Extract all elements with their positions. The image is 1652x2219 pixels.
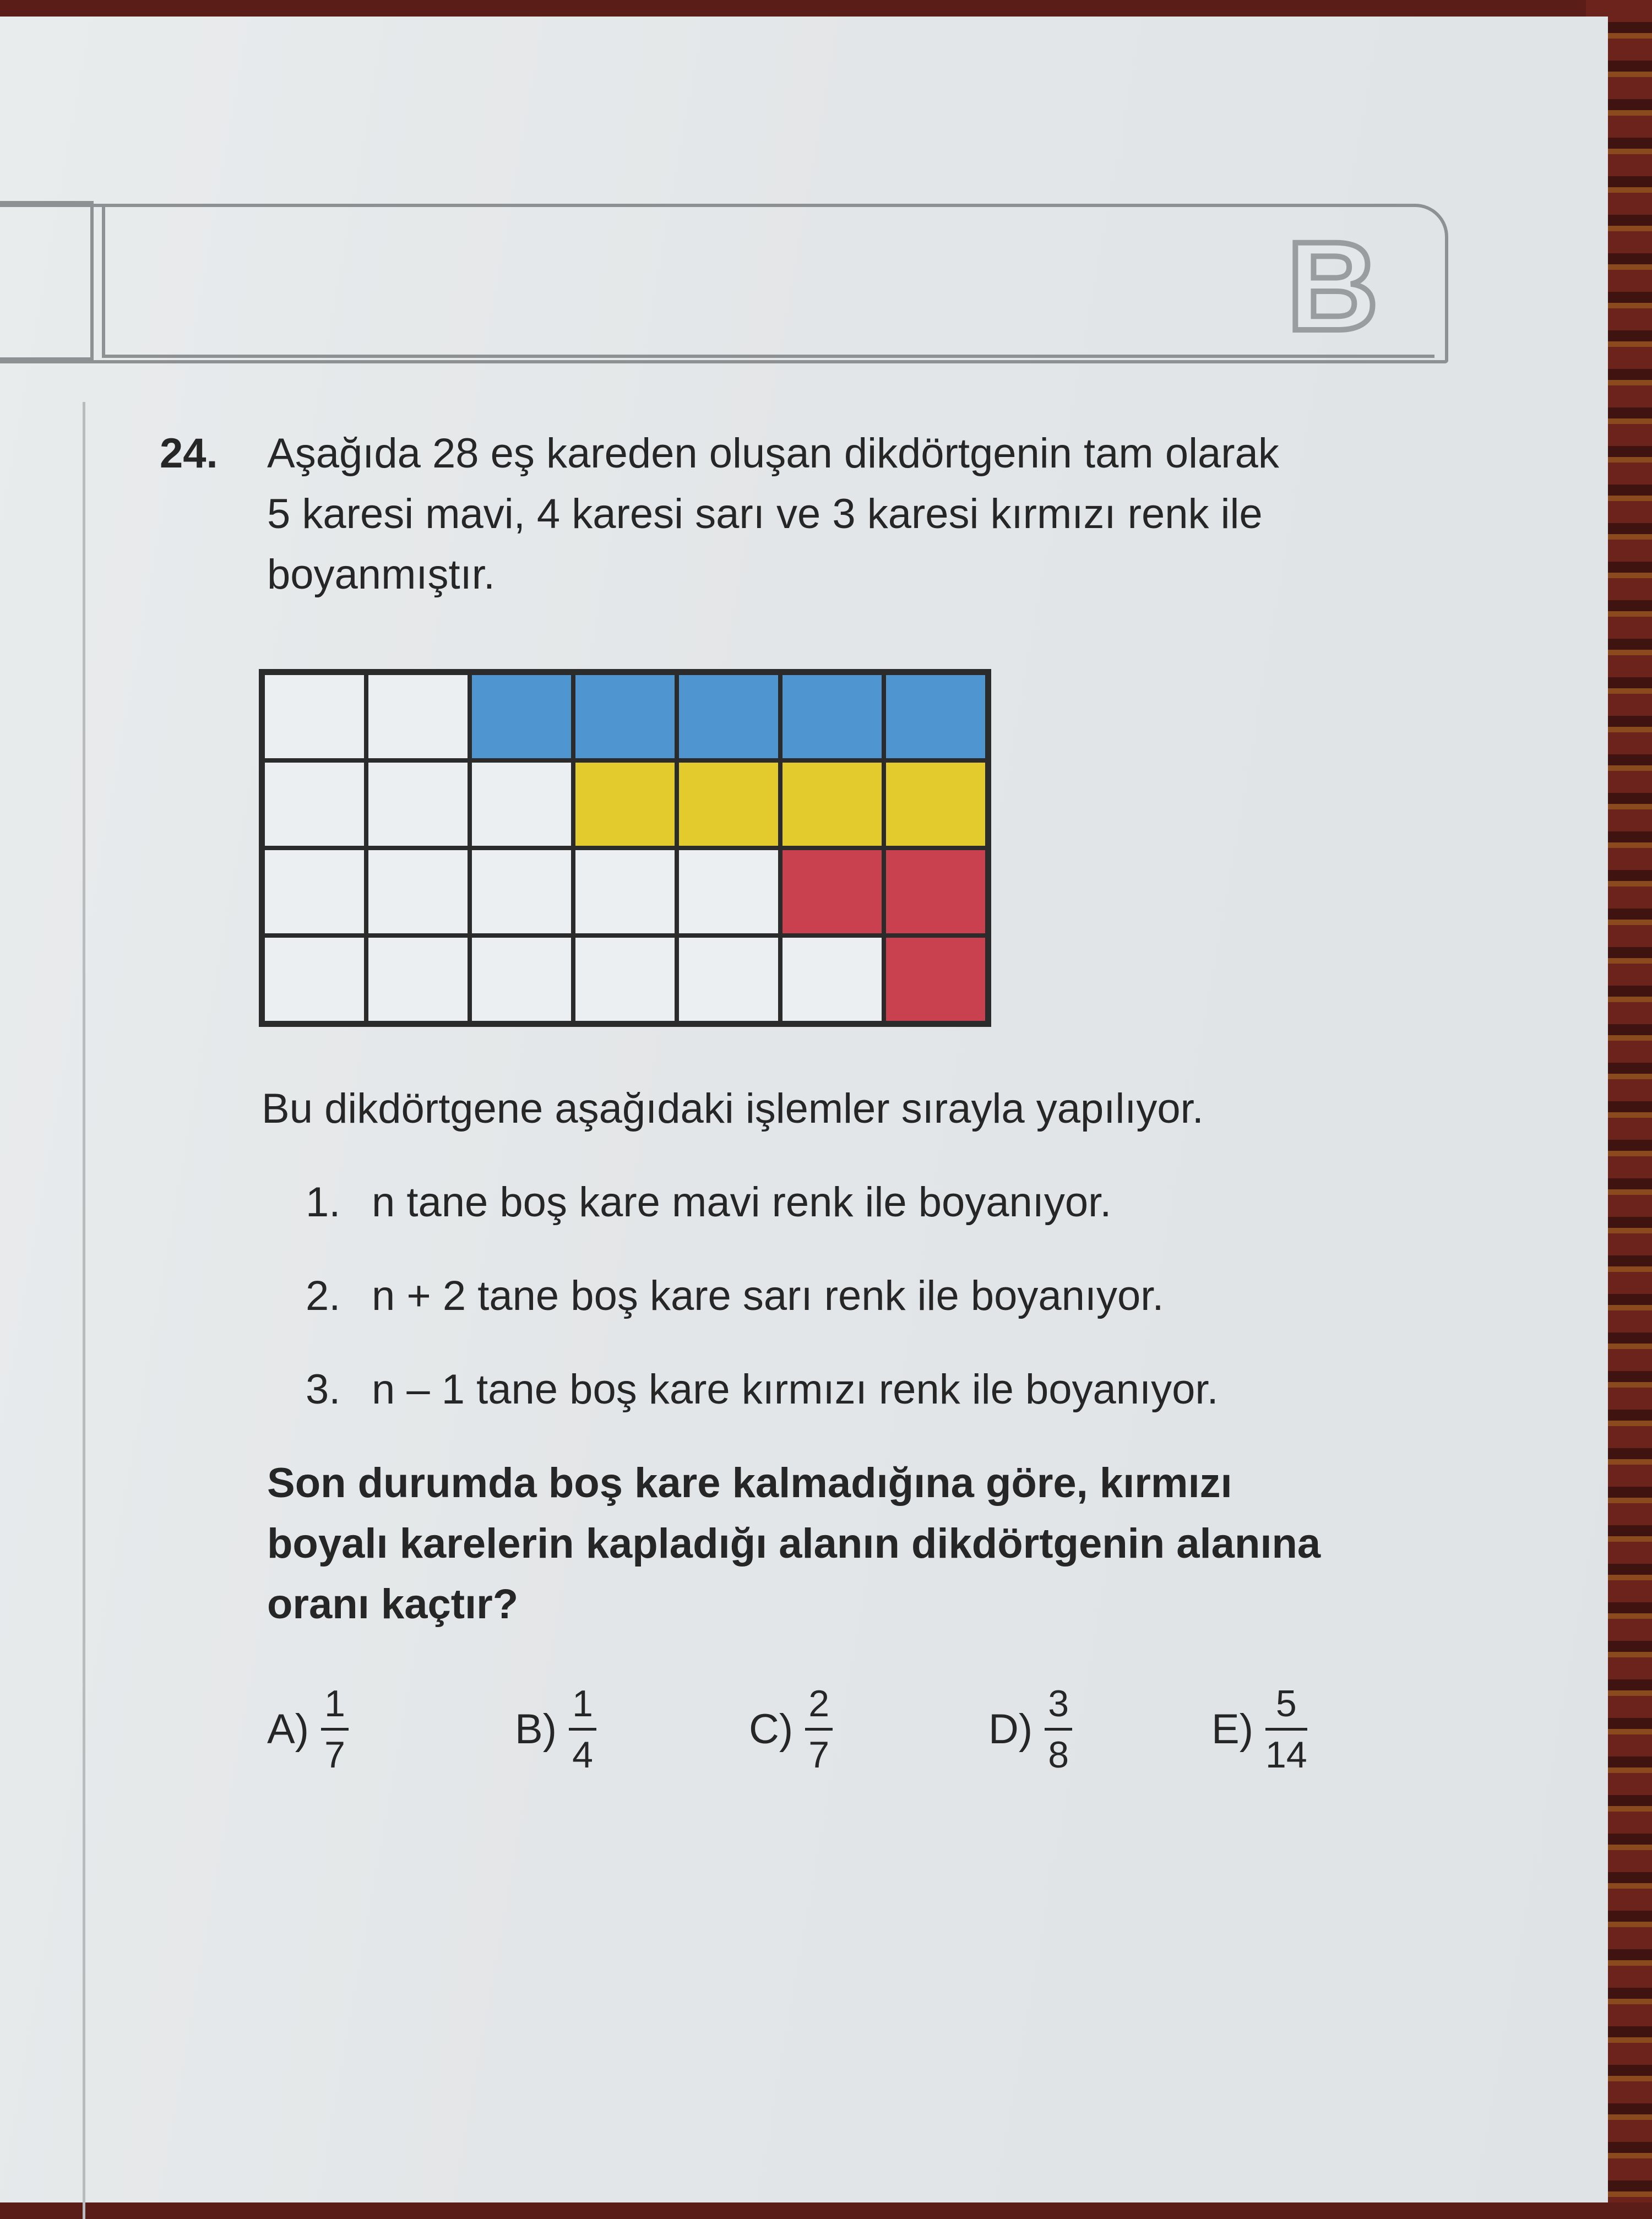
empty-square bbox=[366, 848, 470, 936]
question-text-line-3: boyanmıştır. bbox=[267, 551, 495, 598]
red-square bbox=[884, 848, 987, 936]
empty-square bbox=[263, 760, 366, 848]
yellow-square bbox=[573, 760, 677, 848]
fraction-bar bbox=[321, 1728, 349, 1731]
denominator: 7 bbox=[324, 1733, 345, 1776]
empty-square bbox=[470, 848, 573, 936]
numerator: 1 bbox=[324, 1682, 345, 1725]
denominator: 7 bbox=[808, 1733, 830, 1776]
blue-square bbox=[573, 673, 677, 760]
empty-square bbox=[263, 848, 366, 936]
prompt-line-2: boyalı karelerin kapladığı alanın dikdörtgenin alanına bbox=[267, 1520, 1321, 1567]
empty-square bbox=[366, 673, 470, 760]
empty-square bbox=[366, 936, 470, 1023]
option-fraction bbox=[321, 1682, 349, 1777]
step-2 bbox=[306, 1272, 1164, 1320]
option-fraction bbox=[805, 1682, 833, 1777]
step-1 bbox=[306, 1178, 1111, 1226]
numerator: 3 bbox=[1048, 1682, 1069, 1725]
empty-square bbox=[677, 848, 780, 936]
step-number: 2. bbox=[306, 1272, 341, 1319]
empty-square bbox=[573, 936, 677, 1023]
empty-square bbox=[263, 936, 366, 1023]
yellow-square bbox=[884, 760, 987, 848]
empty-square bbox=[470, 760, 573, 848]
option-e[interactable] bbox=[1211, 1674, 1307, 1784]
option-label: E) bbox=[1211, 1705, 1253, 1753]
option-label: C) bbox=[749, 1705, 794, 1753]
numerator: 1 bbox=[572, 1682, 593, 1725]
step-text: n + 2 tane boş kare sarı renk ile boyanıyor. bbox=[372, 1272, 1164, 1319]
denominator: 14 bbox=[1265, 1733, 1307, 1776]
blue-square bbox=[884, 673, 987, 760]
fraction-bar bbox=[805, 1728, 833, 1731]
question-text-line-2: 5 karesi mavi, 4 karesi sarı ve 3 karesi kırmızı renk ile bbox=[267, 491, 1263, 537]
red-square bbox=[884, 936, 987, 1023]
option-b[interactable] bbox=[515, 1674, 596, 1784]
fraction-bar bbox=[1045, 1728, 1072, 1731]
empty-square bbox=[780, 936, 884, 1023]
question-number: 24. bbox=[160, 430, 218, 477]
booklet-type-letter: B bbox=[1286, 215, 1379, 357]
option-c[interactable] bbox=[749, 1674, 833, 1784]
prompt-line-3: oranı kaçtır? bbox=[267, 1581, 519, 1628]
option-fraction bbox=[1045, 1682, 1072, 1777]
worksheet-page bbox=[0, 17, 1608, 2202]
denominator: 4 bbox=[572, 1733, 593, 1776]
option-d[interactable] bbox=[988, 1674, 1072, 1784]
blue-square bbox=[677, 673, 780, 760]
empty-square bbox=[573, 848, 677, 936]
empty-square bbox=[470, 936, 573, 1023]
option-fraction bbox=[569, 1682, 596, 1777]
step-3 bbox=[306, 1366, 1219, 1413]
option-label: D) bbox=[988, 1705, 1033, 1753]
empty-square bbox=[366, 760, 470, 848]
fraction-bar bbox=[569, 1728, 596, 1731]
prompt-line-1: Son durumda boş kare kalmadığına göre, kırmızı bbox=[267, 1460, 1232, 1506]
step-number: 3. bbox=[306, 1366, 341, 1413]
colored-rectangle-grid bbox=[259, 669, 991, 1027]
blue-square bbox=[780, 673, 884, 760]
question-text-line-1: Aşağıda 28 eş kareden oluşan dikdörtgenin tam olarak bbox=[267, 430, 1279, 477]
denominator: 8 bbox=[1048, 1733, 1069, 1776]
option-label: A) bbox=[267, 1705, 309, 1753]
header-inner-frame bbox=[102, 206, 1434, 358]
option-label: B) bbox=[515, 1705, 557, 1753]
yellow-square bbox=[780, 760, 884, 848]
yellow-square bbox=[677, 760, 780, 848]
empty-square bbox=[677, 936, 780, 1023]
page-margin-line bbox=[83, 402, 85, 2219]
numerator: 2 bbox=[808, 1682, 830, 1725]
option-fraction bbox=[1265, 1682, 1307, 1777]
step-text: n – 1 tane boş kare kırmızı renk ile boyanıyor. bbox=[372, 1366, 1219, 1413]
empty-square bbox=[263, 673, 366, 760]
fraction-bar bbox=[1265, 1728, 1307, 1731]
option-a[interactable] bbox=[267, 1674, 349, 1784]
step-number: 1. bbox=[306, 1179, 341, 1226]
operations-intro: Bu dikdörtgene aşağıdaki işlemler sırayla yapılıyor. bbox=[262, 1085, 1204, 1132]
blue-square bbox=[470, 673, 573, 760]
step-text: n tane boş kare mavi renk ile boyanıyor. bbox=[372, 1179, 1112, 1226]
red-square bbox=[780, 848, 884, 936]
numerator: 5 bbox=[1275, 1682, 1297, 1725]
